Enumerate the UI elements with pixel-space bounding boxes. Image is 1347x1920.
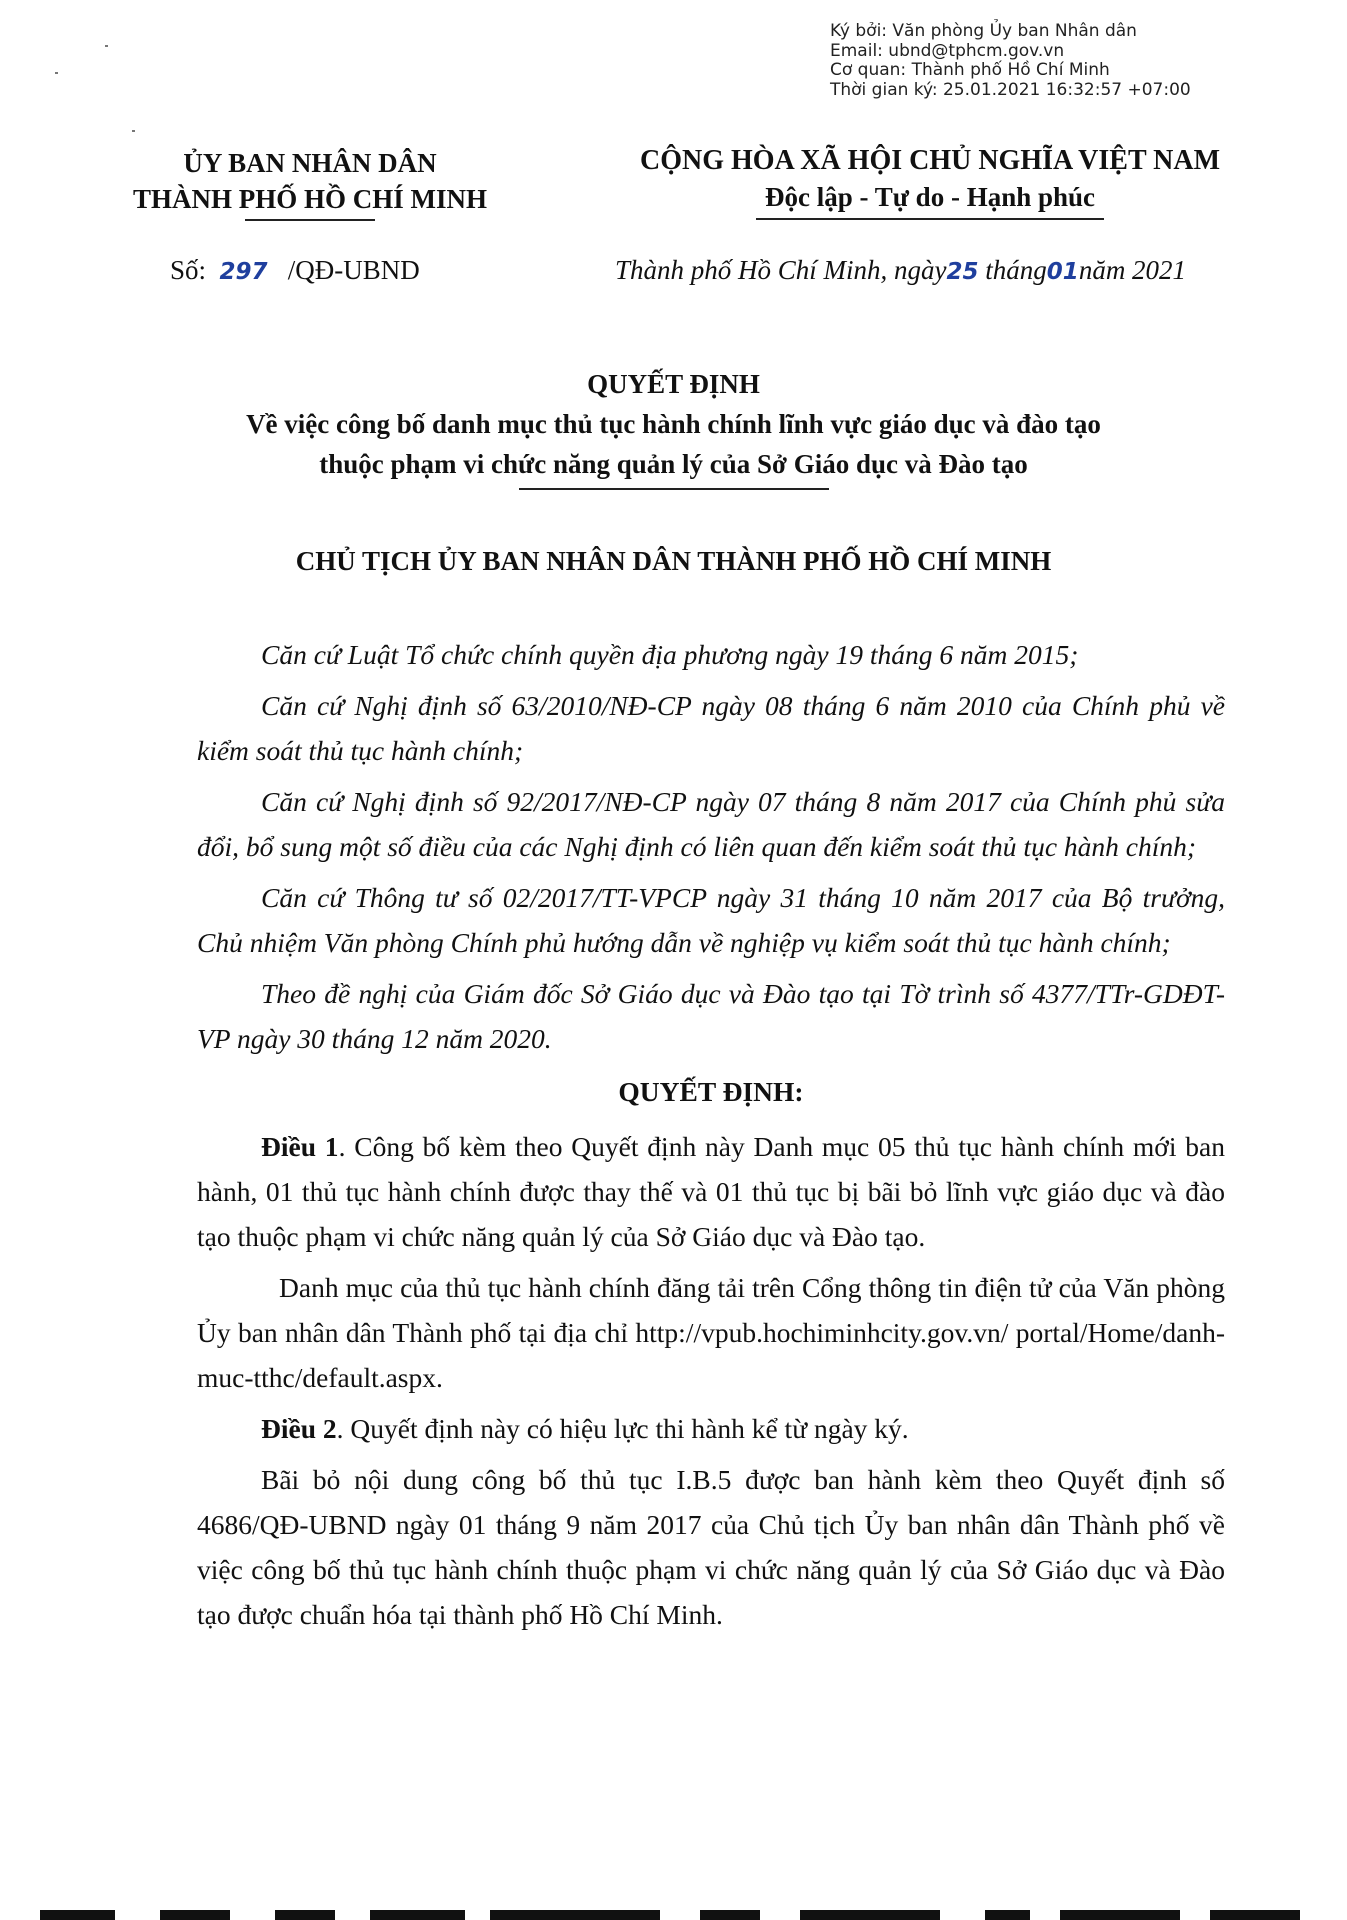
decision-title-underline — [519, 488, 829, 490]
decision-title — [0, 364, 1347, 490]
issue-date-place: Thành phố Hồ Chí Minh, ngày — [615, 255, 947, 285]
header-left-underline — [245, 219, 375, 221]
issue-date-year: năm 2021 — [1078, 255, 1187, 285]
decision-title-line1: Về việc công bố danh mục thủ tục hành chính lĩnh vực giáo dục và đào tạo — [246, 409, 1101, 439]
national-motto-header — [610, 142, 1250, 220]
issue-date — [615, 255, 1186, 286]
decision-title-heading: QUYẾT ĐỊNH — [587, 369, 760, 399]
preamble-item: Theo đề nghị của Giám đốc Sở Giáo dục và Đào tạo tại Tờ trình số 4377/TTr-GDĐT-VP ngày 30 tháng 12 năm 2020. — [197, 978, 1225, 1054]
article-1 — [197, 1124, 1225, 1259]
national-motto: Độc lập - Tự do - Hạnh phúc — [764, 182, 1096, 212]
preamble-item: Căn cứ Nghị định số 92/2017/NĐ-CP ngày 07 tháng 8 năm 2017 của Chính phủ sửa đổi, bổ sung một số điều của các Nghị định có liên quan đến kiểm soát thủ tục hành chính; — [197, 786, 1225, 862]
article-2-paragraph-2: Bãi bỏ nội dung công bố thủ tục I.B.5 được ban hành kèm theo Quyết định số 4686/QĐ-UBND ngày 01 tháng 9 năm 2017 của Chủ tịch Ủy ban nhân dân Thành phố về việc công bố thủ tục hành chính thuộc phạm vi chức năng quản lý của Sở Giáo dục và Đào tạo được chuẩn hóa tại thành phố Hồ Chí Minh. — [197, 1464, 1225, 1630]
document-number-prefix: Số: — [170, 255, 207, 285]
issuing-authority-line1: ỦY BAN NHÂN DÂN — [183, 148, 437, 178]
decision-title-line2: thuộc phạm vi chức năng quản lý của Sở Giáo dục và Đào tạo — [319, 449, 1028, 479]
document-body — [197, 632, 1225, 1637]
national-name: CỘNG HÒA XÃ HỘI CHỦ NGHĨA VIỆT NAM — [639, 145, 1221, 176]
header-right-underline — [756, 218, 1104, 220]
article-1-text: . Công bố kèm theo Quyết định này Danh mục 05 thủ tục hành chính mới ban hành, 01 thủ tục hành chính được thay thế và 01 thủ tục bị bãi bỏ lĩnh vực giáo dục và đào tạo thuộc phạm vi chức năng quản lý của Sở Giáo dục và Đào tạo. — [197, 1131, 1225, 1252]
signature-email: Email: ubnd@tphcm.gov.vn — [830, 40, 1065, 61]
article-2 — [197, 1406, 1225, 1451]
signature-time: Thời gian ký: 25.01.2021 16:32:57 +07:00 — [830, 79, 1191, 100]
article-1-paragraph-2: Danh mục của thủ tục hành chính đăng tải trên Cổng thông tin điện tử của Văn phòng Ủy ban nhân dân Thành phố tại địa chỉ http://vpub.hochiminhcity.gov.vn/ portal/Home/danh-muc-tthc/default.aspx. — [197, 1272, 1225, 1393]
authority-heading: CHỦ TỊCH ỦY BAN NHÂN DÂN THÀNH PHỐ HỒ CHÍ MINH — [295, 546, 1052, 576]
document-number — [170, 255, 420, 286]
digital-signature-block — [830, 22, 1250, 100]
next-page-cut-off-text — [0, 1905, 1347, 1920]
decision-heading: QUYẾT ĐỊNH: — [618, 1076, 804, 1107]
article-2-text: . Quyết định này có hiệu lực thi hành kể từ ngày ký. — [336, 1413, 909, 1444]
issue-date-month-label: tháng — [985, 255, 1047, 285]
issuing-authority-header — [100, 145, 520, 219]
document-number-suffix: /QĐ-UBND — [287, 255, 420, 285]
article-1-label: Điều 1 — [261, 1131, 339, 1162]
signature-signed-by: Ký bởi: Văn phòng Ủy ban Nhân dân — [830, 21, 1137, 41]
preamble-item: Căn cứ Thông tư số 02/2017/TT-VPCP ngày 31 tháng 10 năm 2017 của Bộ trưởng, Chủ nhiệm Văn phòng Chính phủ hướng dẫn về nghiệp vụ kiểm soát thủ tục hành chính; — [197, 882, 1225, 958]
signature-agency: Cơ quan: Thành phố Hồ Chí Minh — [830, 60, 1110, 80]
article-2-label: Điều 2 — [261, 1413, 337, 1444]
document-number-handwritten: 297 — [219, 259, 268, 285]
preamble-item: Căn cứ Nghị định số 63/2010/NĐ-CP ngày 08 tháng 6 năm 2010 của Chính phủ về kiểm soát thủ tục hành chính; — [197, 690, 1225, 766]
issue-date-month: 01 — [1046, 259, 1079, 285]
issuing-authority-line2: THÀNH PHỐ HỒ CHÍ MINH — [132, 184, 487, 214]
preamble-item: Căn cứ Luật Tổ chức chính quyền địa phương ngày 19 tháng 6 năm 2015; — [261, 639, 1079, 670]
issue-date-day: 25 — [946, 259, 979, 285]
